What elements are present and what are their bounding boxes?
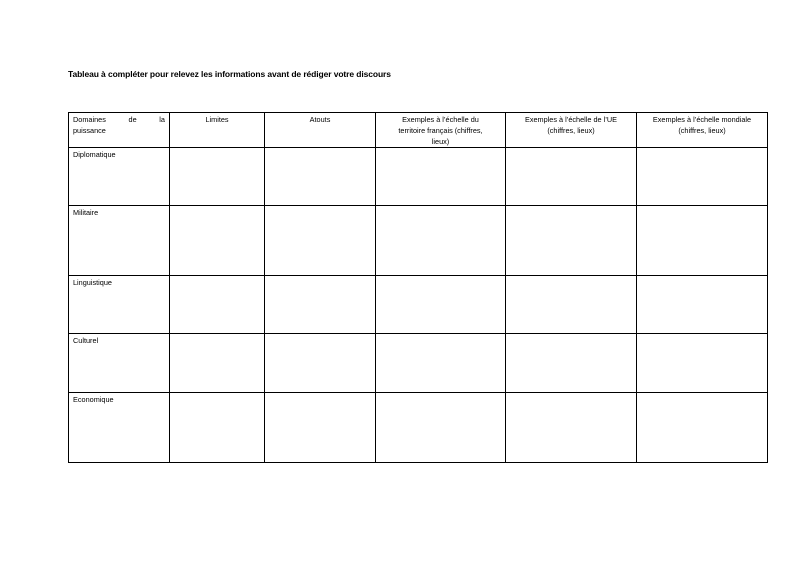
header-atouts: Atouts bbox=[265, 113, 376, 148]
table-row-diplomatique bbox=[69, 148, 768, 206]
cell-atouts[interactable] bbox=[265, 393, 376, 463]
table-row-culturel bbox=[69, 334, 768, 393]
row-label: Militaire bbox=[69, 206, 170, 276]
cell-echelle-france[interactable] bbox=[376, 148, 506, 206]
cell-limites[interactable] bbox=[170, 393, 265, 463]
table-row-militaire bbox=[69, 206, 768, 276]
cell-echelle-mondiale[interactable] bbox=[637, 276, 768, 334]
header-domaines-word3: la bbox=[159, 115, 165, 124]
header-ue-line1: Exemples à l’échelle de l’UE bbox=[524, 115, 618, 124]
cell-atouts[interactable] bbox=[265, 276, 376, 334]
cell-limites[interactable] bbox=[170, 334, 265, 393]
cell-echelle-france[interactable] bbox=[376, 334, 506, 393]
cell-limites[interactable] bbox=[170, 276, 265, 334]
cell-echelle-france[interactable] bbox=[376, 206, 506, 276]
header-fr-line1: Exemples à l’échelle du bbox=[402, 115, 479, 124]
cell-echelle-france[interactable] bbox=[376, 393, 506, 463]
header-echelle-mondiale bbox=[637, 113, 768, 148]
cell-echelle-mondiale[interactable] bbox=[637, 148, 768, 206]
header-domaines-word2: de bbox=[128, 115, 137, 124]
cell-echelle-ue[interactable] bbox=[506, 393, 637, 463]
table-row-economique bbox=[69, 393, 768, 463]
cell-echelle-mondiale[interactable] bbox=[637, 206, 768, 276]
cell-atouts[interactable] bbox=[265, 206, 376, 276]
cell-limites[interactable] bbox=[170, 206, 265, 276]
header-echelle-france bbox=[376, 113, 506, 148]
cell-echelle-ue[interactable] bbox=[506, 276, 637, 334]
cell-echelle-ue[interactable] bbox=[506, 148, 637, 206]
cell-echelle-mondiale[interactable] bbox=[637, 334, 768, 393]
worksheet-table bbox=[68, 112, 768, 463]
cell-limites[interactable] bbox=[170, 148, 265, 206]
row-label: Culturel bbox=[69, 334, 170, 393]
row-label: Linguistique bbox=[69, 276, 170, 334]
row-label: Economique bbox=[69, 393, 170, 463]
header-fr-line3: lieux) bbox=[431, 137, 450, 146]
header-fr-line2: territoire français (chiffres, bbox=[398, 126, 483, 135]
cell-echelle-france[interactable] bbox=[376, 276, 506, 334]
header-echelle-ue bbox=[506, 113, 637, 148]
cell-atouts[interactable] bbox=[265, 334, 376, 393]
header-domaines-word1: Domaines bbox=[73, 115, 106, 124]
header-mondiale-line2: (chiffres, lieux) bbox=[678, 126, 726, 135]
header-mondiale-line1: Exemples à l’échelle mondiale bbox=[652, 115, 752, 124]
cell-echelle-ue[interactable] bbox=[506, 334, 637, 393]
row-label: Diplomatique bbox=[69, 148, 170, 206]
cell-atouts[interactable] bbox=[265, 148, 376, 206]
header-ue-line2: (chiffres, lieux) bbox=[547, 126, 595, 135]
cell-echelle-mondiale[interactable] bbox=[637, 393, 768, 463]
page-title: Tableau à compléter pour relevez les informations avant de rédiger votre discours bbox=[68, 69, 391, 79]
header-row bbox=[69, 113, 768, 148]
header-limites: Limites bbox=[170, 113, 265, 148]
cell-echelle-ue[interactable] bbox=[506, 206, 637, 276]
header-domaines bbox=[69, 113, 170, 148]
header-domaines-word4: puissance bbox=[73, 126, 106, 135]
table-row-linguistique bbox=[69, 276, 768, 334]
